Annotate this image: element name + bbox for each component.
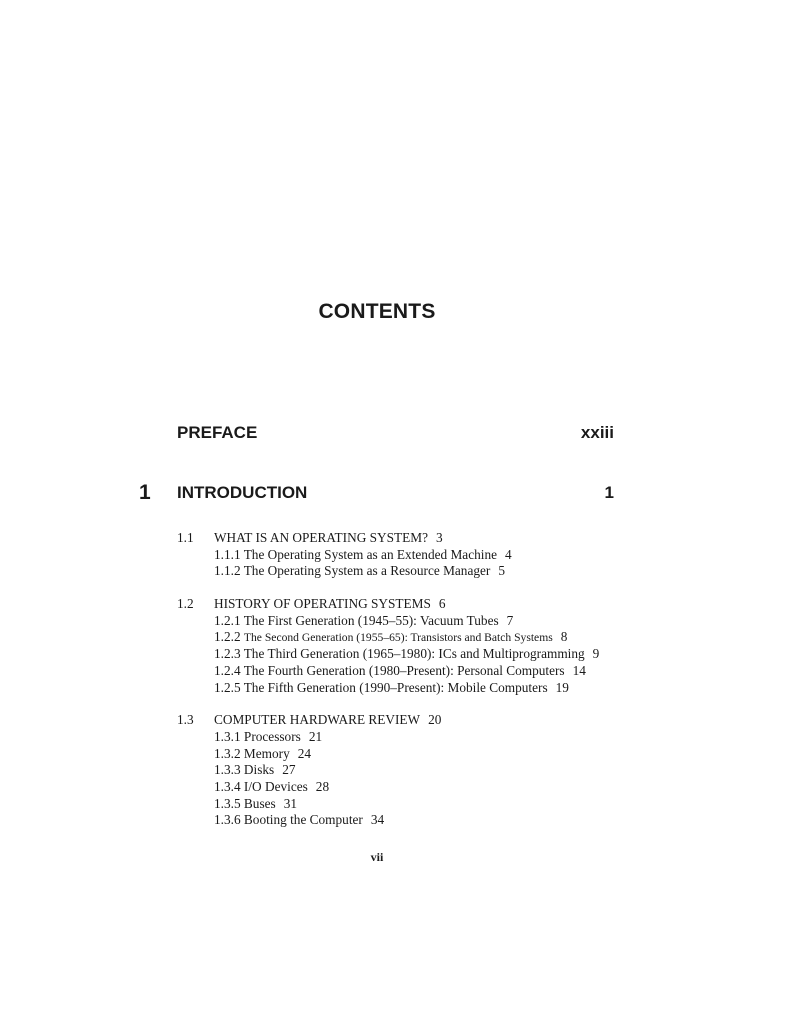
toc-section (177, 712, 647, 829)
chapter-number: 1 (139, 481, 151, 504)
toc-sections (177, 530, 647, 845)
subsection-title: I/O Devices (243, 778, 308, 794)
section-title: COMPUTER HARDWARE REVIEW (214, 712, 421, 728)
subsection-number: 1.2.4 (214, 662, 241, 678)
subsection-entry[interactable] (177, 613, 647, 630)
subsection-entry[interactable] (177, 629, 647, 646)
subsection-text (214, 779, 329, 796)
subsection-entry[interactable] (177, 812, 647, 829)
subsection-title: Processors (243, 728, 301, 744)
subsection-page-number: 8 (560, 629, 568, 645)
subsection-page-number: 34 (370, 812, 385, 828)
subsection-page-number: 21 (308, 728, 323, 744)
chapter-entry[interactable] (0, 481, 791, 511)
section-number: 1.2 (177, 596, 194, 612)
section-entry[interactable] (177, 530, 647, 547)
subsection-number: 1.2.5 (214, 679, 241, 695)
subsection-page-number: 24 (297, 745, 312, 761)
subsection-number: 1.3.5 (214, 795, 241, 811)
preface-page-number: xxiii (580, 423, 614, 442)
subsection-title: Buses (243, 795, 276, 811)
page-title: CONTENTS (318, 300, 436, 323)
subsection-title: The Operating System as a Resource Manager (243, 563, 491, 579)
subsection-page-number: 9 (592, 646, 600, 662)
subsection-page-number: 19 (555, 679, 569, 695)
subsection-page-number: 31 (283, 795, 297, 811)
section-page-number: 6 (438, 596, 446, 612)
section-title: HISTORY OF OPERATING SYSTEMS (214, 596, 431, 612)
subsection-entry[interactable] (177, 663, 647, 680)
subsection-text (214, 680, 569, 697)
subsection-page-number: 27 (282, 762, 296, 778)
section-page-number: 3 (436, 530, 443, 545)
subsection-text (214, 613, 513, 630)
toc-section (177, 596, 647, 696)
subsection-title: The Fourth Generation (1980–Present): Personal Computers (243, 662, 565, 678)
subsection-number: 1.2.2 (214, 629, 241, 645)
subsection-text (214, 796, 297, 813)
subsection-number: 1.1.2 (214, 563, 241, 579)
subsection-number: 1.1.1 (214, 546, 241, 562)
section-page-number: 20 (428, 712, 442, 728)
subsection-title: Memory (243, 745, 290, 761)
subsection-number: 1.3.4 (214, 778, 241, 794)
subsection-entry[interactable] (177, 796, 647, 813)
subsection-entry[interactable] (177, 779, 647, 796)
subsection-title: Disks (243, 762, 275, 778)
subsection-title: The Third Generation (1965–1980): ICs and Multiprogramming (243, 646, 585, 662)
subsection-text (214, 762, 296, 779)
subsection-page-number: 4 (505, 546, 512, 562)
subsection-entry[interactable] (177, 729, 647, 746)
subsection-title: The Fifth Generation (1990–Present): Mobile Computers (243, 679, 548, 695)
chapter-title: INTRODUCTION (177, 483, 308, 502)
subsection-entry[interactable] (177, 563, 647, 580)
subsection-page-number: 5 (498, 563, 505, 579)
subsection-entry[interactable] (177, 746, 647, 763)
section-number: 1.3 (177, 712, 194, 728)
subsection-text (214, 646, 599, 663)
section-entry[interactable] (177, 596, 647, 613)
subsection-text (214, 729, 322, 746)
subsection-entry[interactable] (177, 646, 647, 663)
toc-section (177, 530, 647, 580)
subsection-page-number: 14 (572, 662, 586, 678)
page-folio: vii (370, 850, 384, 864)
preface-entry[interactable] (0, 421, 791, 451)
subsection-entry[interactable] (177, 680, 647, 697)
subsection-text (214, 746, 311, 763)
subsection-number: 1.2.3 (214, 646, 241, 662)
subsection-title: The First Generation (1945–55): Vacuum Tubes (243, 612, 499, 628)
subsection-text (214, 663, 586, 680)
section-title: WHAT IS AN OPERATING SYSTEM? (214, 530, 428, 545)
section-text (214, 596, 446, 613)
subsection-number: 1.3.6 (214, 812, 241, 828)
subsection-number: 1.3.1 (214, 728, 241, 744)
section-entry[interactable] (177, 712, 647, 729)
subsection-text (214, 812, 384, 829)
subsection-entry[interactable] (177, 547, 647, 564)
subsection-page-number: 28 (315, 778, 330, 794)
subsection-number: 1.3.2 (214, 745, 241, 761)
subsection-text (214, 563, 505, 580)
subsection-title: The Operating System as an Extended Machine (243, 546, 497, 562)
subsection-page-number: 7 (506, 612, 514, 628)
subsection-entry[interactable] (177, 762, 647, 779)
subsection-text (214, 629, 567, 647)
subsection-text (214, 547, 512, 564)
section-text (214, 712, 441, 729)
subsection-title: Booting the Computer (243, 812, 363, 828)
section-number: 1.1 (177, 530, 194, 545)
section-text (214, 530, 443, 547)
preface-title: PREFACE (177, 423, 258, 442)
subsection-number: 1.2.1 (214, 612, 241, 628)
chapter-page-number: 1 (604, 483, 614, 502)
subsection-number: 1.3.3 (214, 762, 241, 778)
subsection-title: The Second Generation (1955–65): Transistors and Batch Systems (243, 631, 553, 645)
